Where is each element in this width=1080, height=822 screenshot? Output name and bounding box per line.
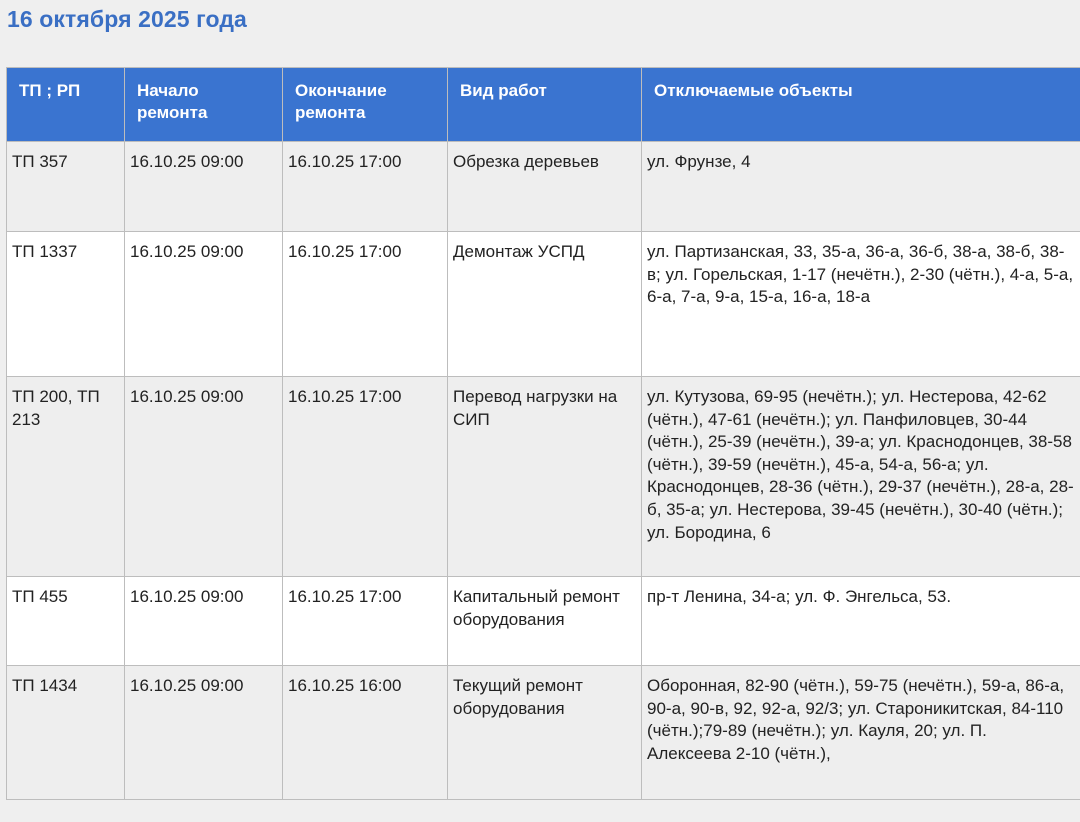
column-header-start: Начало ремонта xyxy=(125,68,283,142)
cell-tp: ТП 200, ТП 213 xyxy=(7,377,125,577)
cell-start: 16.10.25 09:00 xyxy=(125,577,283,666)
cell-end: 16.10.25 17:00 xyxy=(283,577,448,666)
cell-end: 16.10.25 17:00 xyxy=(283,142,448,232)
cell-work: Демонтаж УСПД xyxy=(448,232,642,377)
cell-work: Перевод нагрузки на СИП xyxy=(448,377,642,577)
cell-tp: ТП 1434 xyxy=(7,666,125,800)
column-header-objects: Отключаемые объекты xyxy=(642,68,1080,142)
cell-end: 16.10.25 17:00 xyxy=(283,377,448,577)
table-row xyxy=(7,232,1080,377)
cell-objects: Оборонная, 82-90 (чётн.), 59-75 (нечётн.), 59-а, 86-а, 90-а, 90-в, 92, 92-а, 92/3; ул. Староникитская, 84-110 (чётн.);79-89 (нечётн.); ул. Кауля, 20; ул. П. Алексеева 2-10 (чётн.), xyxy=(642,666,1080,800)
cell-work: Текущий ремонт оборудования xyxy=(448,666,642,800)
table-row xyxy=(7,377,1080,577)
cell-start: 16.10.25 09:00 xyxy=(125,232,283,377)
table-header-row xyxy=(7,68,1080,142)
cell-objects: пр-т Ленина, 34-а; ул. Ф. Энгельса, 53. xyxy=(642,577,1080,666)
cell-start: 16.10.25 09:00 xyxy=(125,666,283,800)
cell-tp: ТП 1337 xyxy=(7,232,125,377)
cell-tp: ТП 455 xyxy=(7,577,125,666)
column-header-end: Окончание ремонта xyxy=(283,68,448,142)
table-row xyxy=(7,666,1080,800)
outage-schedule-table xyxy=(6,67,1080,800)
cell-end: 16.10.25 16:00 xyxy=(283,666,448,800)
cell-work: Капитальный ремонт оборудования xyxy=(448,577,642,666)
column-header-tp: ТП ; РП xyxy=(7,68,125,142)
cell-objects: ул. Фрунзе, 4 xyxy=(642,142,1080,232)
table-row xyxy=(7,577,1080,666)
cell-objects: ул. Партизанская, 33, 35-а, 36-а, 36-б, 38-а, 38-б, 38-в; ул. Горельская, 1-17 (нечётн.), 2-30 (чётн.), 4-а, 5-а, 6-а, 7-а, 9-а, 15-а, 16-а, 18-а xyxy=(642,232,1080,377)
column-header-work: Вид работ xyxy=(448,68,642,142)
cell-work: Обрезка деревьев xyxy=(448,142,642,232)
cell-end: 16.10.25 17:00 xyxy=(283,232,448,377)
page-title: 16 октября 2025 года xyxy=(7,6,247,32)
cell-start: 16.10.25 09:00 xyxy=(125,377,283,577)
table-row xyxy=(7,142,1080,232)
cell-tp: ТП 357 xyxy=(7,142,125,232)
cell-start: 16.10.25 09:00 xyxy=(125,142,283,232)
cell-objects: ул. Кутузова, 69-95 (нечётн.); ул. Нестерова, 42-62 (чётн.), 47-61 (нечётн.); ул. Панфиловцев, 30-44 (чётн.), 25-39 (нечётн.), 39-а; ул. Краснодонцев, 38-58 (чётн.), 39-59 (нечётн.), 45-а, 54-а, 56-а; ул. Краснодонцев, 28-36 (чётн.), 29-37 (нечётн.), 28-а, 28-б, 35-а; ул. Нестерова, 39-45 (нечётн.), 30-40 (чётн.); ул. Бородина, 6 xyxy=(642,377,1080,577)
